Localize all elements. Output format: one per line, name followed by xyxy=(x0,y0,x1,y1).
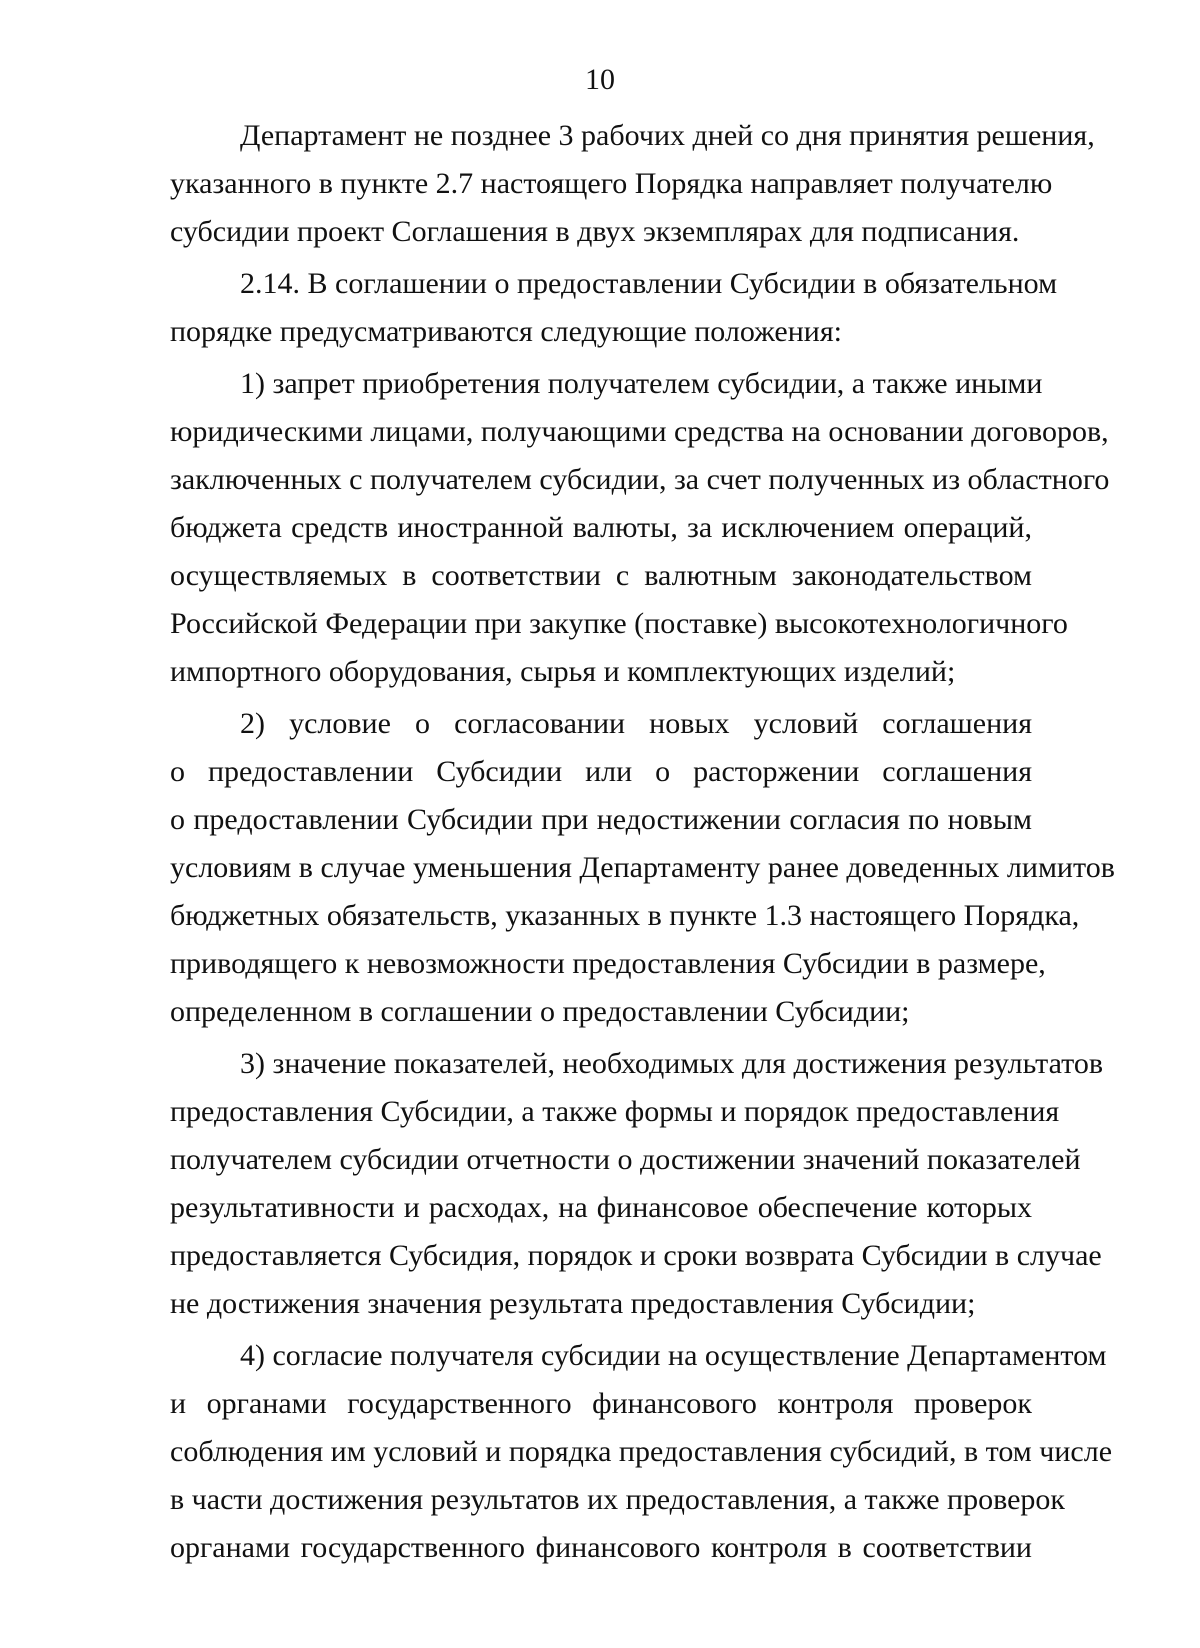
text-line: о предоставлении Субсидии или о расторжении соглашения xyxy=(170,755,1032,788)
text-line: о предоставлении Субсидии при недостижении согласия по новым xyxy=(170,803,1032,836)
text-line: в части достижения результатов их предоставления, а также проверок xyxy=(170,1483,1065,1516)
text-line: 3) значение показателей, необходимых для достижения результатов xyxy=(240,1047,1103,1080)
text-line: получателем субсидии отчетности о достижении значений показателей xyxy=(170,1143,1081,1176)
text-line: 4) согласие получателя субсидии на осуществление Департаментом xyxy=(240,1339,1107,1372)
text-line: результативности и расходах, на финансовое обеспечение которых xyxy=(170,1191,1032,1224)
text-line: бюджетных обязательств, указанных в пункте 1.3 настоящего Порядка, xyxy=(170,899,1080,932)
text-line: указанного в пункте 2.7 настоящего Порядка направляет получателю xyxy=(170,167,1053,200)
document-body xyxy=(170,112,1115,1572)
text-line: заключенных с получателем субсидии, за счет полученных из областного xyxy=(170,463,1110,496)
text-line: предоставления Субсидии, а также формы и порядок предоставления xyxy=(170,1095,1060,1128)
text-line: соблюдения им условий и порядка предоставления субсидий, в том числе xyxy=(170,1435,1113,1468)
text-line: приводящего к невозможности предоставления Субсидии в размере, xyxy=(170,947,1046,980)
page-number: 10 xyxy=(585,63,615,96)
text-line: и органами государственного финансового контроля проверок xyxy=(170,1387,1032,1420)
text-line: определенном в соглашении о предоставлении Субсидии; xyxy=(170,995,910,1028)
text-line: 2) условие о согласовании новых условий соглашения xyxy=(240,707,1032,740)
text-line: условиям в случае уменьшения Департаменту ранее доведенных лимитов xyxy=(170,851,1115,884)
text-line: осуществляемых в соответствии с валютным законодательством xyxy=(170,559,1032,592)
text-line: бюджета средств иностранной валюты, за исключением операций, xyxy=(170,511,1032,544)
text-line: 2.14. В соглашении о предоставлении Субсидии в обязательном xyxy=(240,267,1058,300)
text-line: Российской Федерации при закупке (поставке) высокотехнологичного xyxy=(170,607,1068,640)
text-line: порядке предусматриваются следующие положения: xyxy=(170,315,842,348)
text-line: Департамент не позднее 3 рабочих дней со дня принятия решения, xyxy=(240,119,1095,152)
text-line: 1) запрет приобретения получателем субсидии, а также иными xyxy=(240,367,1043,400)
text-line: не достижения значения результата предоставления Субсидии; xyxy=(170,1287,976,1320)
text-line: импортного оборудования, сырья и комплектующих изделий; xyxy=(170,655,956,688)
text-line: субсидии проект Соглашения в двух экземплярах для подписания. xyxy=(170,215,1020,248)
text-line: юридическими лицами, получающими средства на основании договоров, xyxy=(170,415,1109,448)
text-line: предоставляется Субсидия, порядок и сроки возврата Субсидии в случае xyxy=(170,1239,1102,1272)
text-line: органами государственного финансового контроля в соответствии xyxy=(170,1531,1032,1564)
